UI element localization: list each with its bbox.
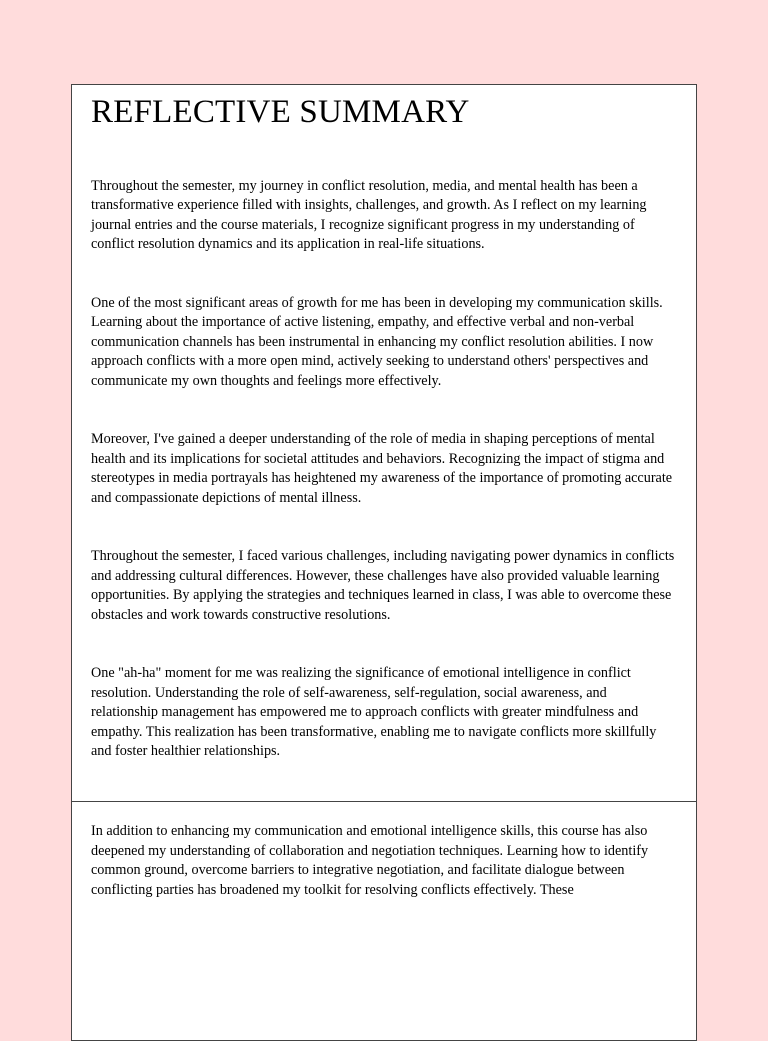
document-title: REFLECTIVE SUMMARY — [91, 94, 470, 130]
paragraph-intro: Throughout the semester, my journey in conflict resolution, media, and mental health has been a transformative experience filled with insights, challenges, and growth. As I reflect on my learning journal entries and the course materials, I recognize significant progress in my understanding of conflict resolution dynamics and its application in real-life situations. — [91, 177, 647, 253]
page-2-content — [91, 822, 677, 900]
page-1-content — [91, 93, 677, 801]
document-page-2 — [71, 801, 697, 1041]
paragraph-collaboration: In addition to enhancing my communication and emotional intelligence skills, this course has also deepened my understanding of collaboration and negotiation techniques. Learning how to identify common ground, overcome barriers to integrative negotiation, and facilitate dialogue between conflicting parties has broadened my toolkit for resolving conflicts effectively. These — [91, 823, 649, 898]
paragraph-media: Moreover, I've gained a deeper understanding of the role of media in shaping perceptions of mental health and its implications for societal attitudes and behaviors. Recognizing the impact of stigma and stereotypes in media portrayals has heightened my awareness of the importance of promoting accurate and compassionate depictions of mental illness. — [91, 431, 673, 506]
paragraph-communication: One of the most significant areas of growth for me has been in developing my communication skills. Learning about the importance of active listening, empathy, and effective verbal and non-verbal communication channels has been instrumental in enhancing my conflict resolution abilities. I now approach conflicts with a more open mind, actively seeking to understand others' perspectives and communicate my own thoughts and feelings more effectively. — [91, 294, 663, 389]
paragraph-challenges: Throughout the semester, I faced various challenges, including navigating power dynamics in conflicts and addressing cultural differences. However, these challenges have also provided valuable learning opportunities. By applying the strategies and techniques learned in class, I was able to overcome these obstacles and work towards constructive resolutions. — [91, 548, 675, 623]
paragraph-aha-moment: One "ah-ha" moment for me was realizing the significance of emotional intelligence in conflict resolution. Understanding the role of self-awareness, self-regulation, social awareness, and relationship management has empowered me to approach conflicts with greater mindfulness and empathy. This realization has been transformative, enabling me to navigate conflicts more skillfully and foster healthier relationships. — [91, 665, 657, 760]
